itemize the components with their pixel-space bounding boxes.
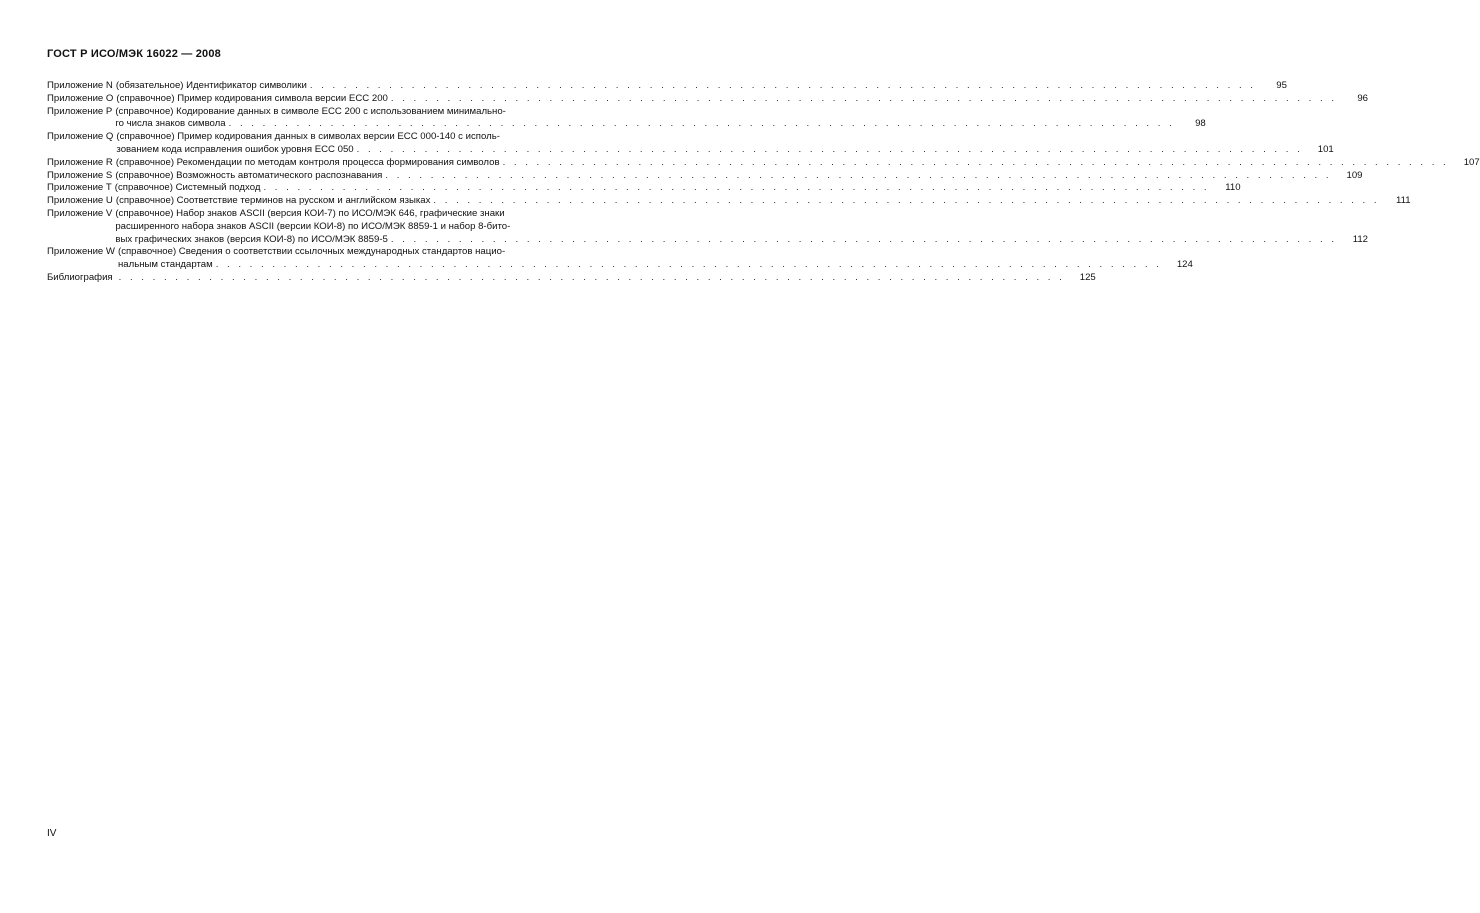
toc-page-number: 107 xyxy=(1463,156,1480,168)
toc-page-number: 111 xyxy=(1395,195,1411,207)
toc-entry xyxy=(47,182,1241,195)
dot-leader: . . . . . . . . . . . . . . . . . . . . . . . . . . . . . . . . . . . . . . . . . . . . . . . . . . . . . . . . . . . . . . . . . . . . . . . . . . . . . . . . . . . . xyxy=(263,182,1210,194)
toc-entry-title: вых графических знаков (версия КОИ-8) по ИСО/МЭК 8859-5 xyxy=(115,233,388,245)
toc-entry-prefix: Приложение W xyxy=(47,246,115,258)
toc-entry xyxy=(47,195,1411,208)
toc-page-number: 112 xyxy=(1352,233,1368,245)
toc-page-number: 96 xyxy=(1357,92,1369,104)
toc-entry xyxy=(47,271,1096,285)
toc-entry-prefix: Приложение O xyxy=(47,92,114,104)
toc-page-number: 101 xyxy=(1317,143,1334,155)
toc-entry-title: (справочное) Рекомендации по методам контроля процесса формирования символов xyxy=(115,156,500,168)
toc-entry-prefix: Приложение R xyxy=(47,156,113,168)
toc-entry xyxy=(47,156,1480,170)
toc-page-number: 95 xyxy=(1276,80,1287,91)
toc-entry-prefix: Приложение P xyxy=(47,105,113,117)
toc-entry xyxy=(47,80,1287,93)
dot-leader: . . . . . . . . . . . . . . . . . . . . . . . . . . . . . . . . . . . . . . . . . . . . . . . . . . . . . . . . . . . . . . . . . . . . . . . . . . . . . . . . . . . . xyxy=(356,143,1303,155)
toc-entry xyxy=(47,92,1369,106)
toc-entry xyxy=(47,131,1334,157)
toc-entry-title: (справочное) Пример кодирования данных в символах версии ЕСС 000-140 с исполь- xyxy=(116,131,500,143)
dot-leader: . . . . . . . . . . . . . . . . . . . . . . . . . . . . . . . . . . . . . . . . . . . . . . . . . . . . . . . . . . . . . . . . . . . . . . . . . . . . . . . . . . . . xyxy=(433,195,1380,207)
toc-entry-title: (обязательное) Идентификатор символики xyxy=(115,80,307,91)
toc-entry-prefix: Приложение U xyxy=(47,195,113,207)
toc-entry-prefix: Приложение S xyxy=(47,169,113,181)
toc-entry xyxy=(47,105,1206,132)
page-number: IV xyxy=(47,828,57,839)
toc-page-number: 109 xyxy=(1346,169,1363,181)
dot-leader: . . . . . . . . . . . . . . . . . . . . . . . . . . . . . . . . . . . . . . . . . . . . . . . . . . . . . . . . . . . . . . . . . . . . . . . . . . . . . . . . . . . . xyxy=(390,92,1338,104)
toc-entry-title: (справочное) Пример кодирования символа версии ЕСС 200 xyxy=(116,92,388,104)
toc-entry-title: (справочное) Соответствие терминов на русском и английском языках xyxy=(115,195,431,207)
toc-entry-title: (справочное) Кодирование данных в символе ЕСС 200 с использованием минимально- xyxy=(115,105,506,117)
toc-entry-title: (справочное) Возможность автоматического распознавания xyxy=(115,169,383,181)
table-of-contents xyxy=(47,80,1480,285)
toc-entry-title: нальным стандартам xyxy=(118,259,213,271)
toc-entry-prefix: Приложение N xyxy=(47,80,113,91)
toc-entry xyxy=(47,169,1363,183)
toc-page-number: 125 xyxy=(1079,271,1096,283)
dot-leader: . . . . . . . . . . . . . . . . . . . . . . . . . . . . . . . . . . . . . . . . . . . . . . . . . . . . . . . . . . . . . . . . . . . . . . . . . . . . . . . . . . . . xyxy=(228,118,1175,130)
toc-page-number: 124 xyxy=(1176,259,1193,271)
document-header: ГОСТ Р ИСО/МЭК 16022 — 2008 xyxy=(47,48,222,60)
dot-leader: . . . . . . . . . . . . . . . . . . . . . . . . . . . . . . . . . . . . . . . . . . . . . . . . . . . . . . . . . . . . . . . . . . . . . . . . . . . . . . . . . . . . xyxy=(502,156,1449,168)
toc-entry-prefix: Приложение T xyxy=(47,182,112,194)
toc-entry-title: го числа знаков символа xyxy=(115,118,226,130)
toc-entry-title: (справочное) Системный подход xyxy=(114,182,261,194)
toc-entry-title: зованием кода исправления ошибок уровня ЕСС 050 xyxy=(116,143,354,155)
dot-leader: . . . . . . . . . . . . . . . . . . . . . . . . . . . . . . . . . . . . . . . . . . . . . . . . . . . . . . . . . . . . . . . . . . . . . . . . . . . . . . . . . . . . xyxy=(309,80,1256,91)
toc-entry-prefix: Библиография xyxy=(47,271,113,283)
toc-entry-title: (справочное) Набор знаков ASCII (версия КОИ-7) по ИСО/МЭК 646, графические знаки xyxy=(115,207,505,219)
toc-page-number: 98 xyxy=(1195,118,1206,130)
toc-entry-title: расширенного набора знаков ASCII (версии КОИ-8) по ИСО/МЭК 8859-1 и набор 8-бито- xyxy=(115,220,511,232)
toc-entry-prefix: Приложение Q xyxy=(47,131,114,143)
toc-page-number: 110 xyxy=(1225,182,1241,194)
dot-leader: . . . . . . . . . . . . . . . . . . . . . . . . . . . . . . . . . . . . . . . . . . . . . . . . . . . . . . . . . . . . . . . . . . . . . . . . . . . . . . . . . . . . xyxy=(118,271,1065,283)
dot-leader: . . . . . . . . . . . . . . . . . . . . . . . . . . . . . . . . . . . . . . . . . . . . . . . . . . . . . . . . . . . . . . . . . . . . . . . . . . . . . . . . . . . . xyxy=(215,259,1162,271)
toc-entry xyxy=(47,207,1368,246)
toc-entry-prefix: Приложение V xyxy=(47,207,113,219)
toc-entry xyxy=(47,246,1193,272)
dot-leader: . . . . . . . . . . . . . . . . . . . . . . . . . . . . . . . . . . . . . . . . . . . . . . . . . . . . . . . . . . . . . . . . . . . . . . . . . . . . . . . . . . . . xyxy=(385,169,1332,181)
toc-entry-title: (справочное) Сведения о соответствии ссылочных международных стандартов нацио- xyxy=(118,246,506,258)
dot-leader: . . . . . . . . . . . . . . . . . . . . . . . . . . . . . . . . . . . . . . . . . . . . . . . . . . . . . . . . . . . . . . . . . . . . . . . . . . . . . . . . . . . . xyxy=(390,233,1337,245)
